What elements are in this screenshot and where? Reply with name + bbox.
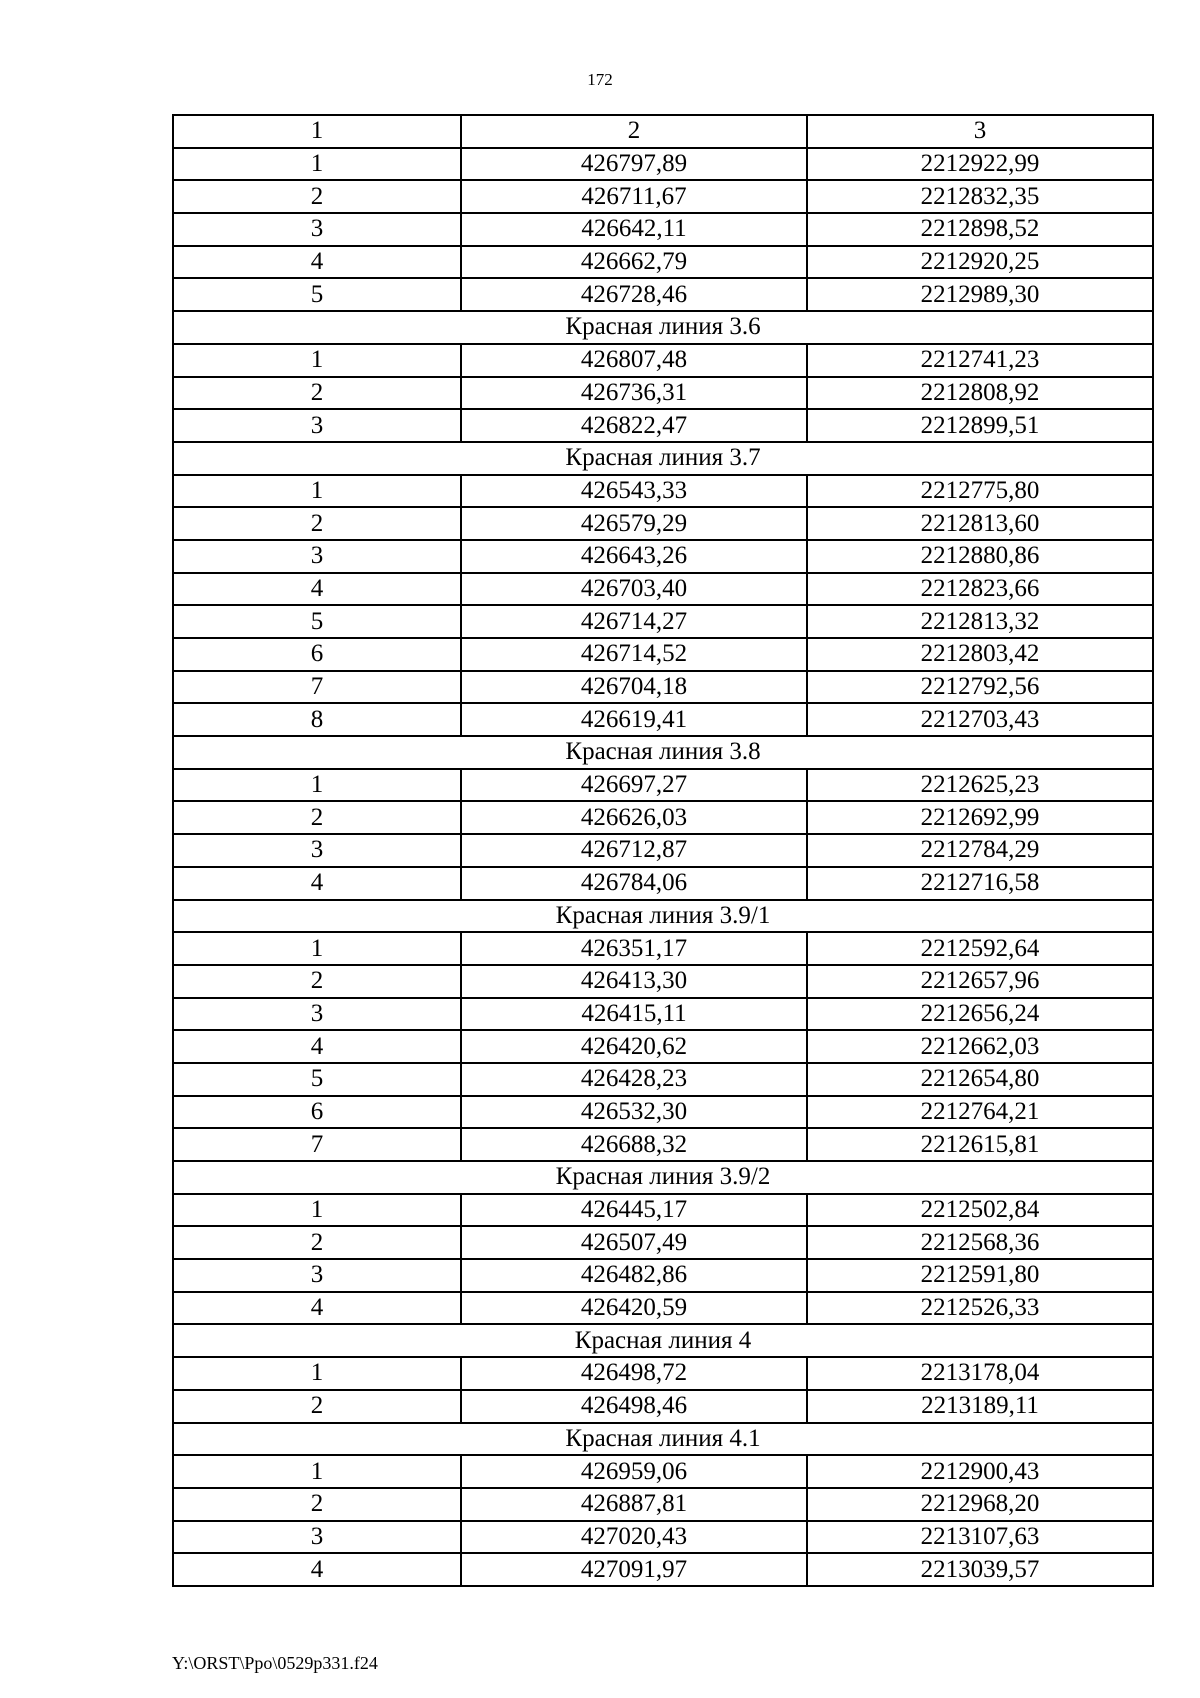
point-number-cell: 2 xyxy=(173,1488,461,1521)
coord-y-cell: 2212502,84 xyxy=(807,1194,1153,1227)
coord-x-cell: 426413,30 xyxy=(461,965,807,998)
table-row xyxy=(173,246,1153,279)
table-row xyxy=(173,1128,1153,1161)
coord-x-cell: 426579,29 xyxy=(461,507,807,540)
coord-x-cell: 426498,72 xyxy=(461,1357,807,1390)
point-number-cell: 2 xyxy=(173,377,461,410)
point-number-cell: 4 xyxy=(173,1292,461,1325)
coord-y-cell: 2212615,81 xyxy=(807,1128,1153,1161)
table-row xyxy=(173,1096,1153,1129)
table-row xyxy=(173,344,1153,377)
table-row xyxy=(173,540,1153,573)
point-number-cell: 8 xyxy=(173,703,461,736)
coord-y-cell: 2212813,32 xyxy=(807,605,1153,638)
section-title: Красная линия 3.8 xyxy=(173,736,1153,769)
table-row xyxy=(173,180,1153,213)
point-number-cell: 3 xyxy=(173,540,461,573)
section-header-row xyxy=(173,1161,1153,1194)
header-cell-y: 3 xyxy=(807,115,1153,148)
point-number-cell: 1 xyxy=(173,1455,461,1488)
section-title: Красная линия 4 xyxy=(173,1324,1153,1357)
coord-y-cell: 2212656,24 xyxy=(807,998,1153,1031)
point-number-cell: 5 xyxy=(173,1063,461,1096)
table-row xyxy=(173,1488,1153,1521)
table-row xyxy=(173,965,1153,998)
point-number-cell: 5 xyxy=(173,278,461,311)
table-row xyxy=(173,638,1153,671)
coord-y-cell: 2212968,20 xyxy=(807,1488,1153,1521)
coord-x-cell: 426959,06 xyxy=(461,1455,807,1488)
table-row xyxy=(173,409,1153,442)
coord-y-cell: 2212591,80 xyxy=(807,1259,1153,1292)
coord-y-cell: 2212654,80 xyxy=(807,1063,1153,1096)
section-title: Красная линия 3.6 xyxy=(173,311,1153,344)
table-row xyxy=(173,605,1153,638)
coord-x-cell: 426543,33 xyxy=(461,475,807,508)
coord-y-cell: 2212703,43 xyxy=(807,703,1153,736)
header-cell-x: 2 xyxy=(461,115,807,148)
table-row xyxy=(173,1259,1153,1292)
section-header-row xyxy=(173,442,1153,475)
section-header-row xyxy=(173,736,1153,769)
table-row xyxy=(173,769,1153,802)
coord-y-cell: 2212922,99 xyxy=(807,148,1153,181)
table-row xyxy=(173,671,1153,704)
point-number-cell: 1 xyxy=(173,1194,461,1227)
coord-x-cell: 426420,59 xyxy=(461,1292,807,1325)
coord-x-cell: 426728,46 xyxy=(461,278,807,311)
table-row xyxy=(173,1357,1153,1390)
point-number-cell: 2 xyxy=(173,1226,461,1259)
point-number-cell: 1 xyxy=(173,932,461,965)
coord-y-cell: 2212526,33 xyxy=(807,1292,1153,1325)
table-row xyxy=(173,1521,1153,1554)
coord-x-cell: 427020,43 xyxy=(461,1521,807,1554)
coord-y-cell: 2212880,86 xyxy=(807,540,1153,573)
point-number-cell: 3 xyxy=(173,1259,461,1292)
section-header-row xyxy=(173,900,1153,933)
coord-x-cell: 426704,18 xyxy=(461,671,807,704)
coord-y-cell: 2212625,23 xyxy=(807,769,1153,802)
table-row xyxy=(173,213,1153,246)
table-row xyxy=(173,1194,1153,1227)
point-number-cell: 1 xyxy=(173,769,461,802)
coord-y-cell: 2212741,23 xyxy=(807,344,1153,377)
header-cell-point: 1 xyxy=(173,115,461,148)
table-row xyxy=(173,1226,1153,1259)
coord-y-cell: 2212898,52 xyxy=(807,213,1153,246)
table-row xyxy=(173,377,1153,410)
table-row xyxy=(173,703,1153,736)
table-row xyxy=(173,475,1153,508)
point-number-cell: 4 xyxy=(173,1030,461,1063)
point-number-cell: 2 xyxy=(173,801,461,834)
coord-y-cell: 2212813,60 xyxy=(807,507,1153,540)
point-number-cell: 4 xyxy=(173,246,461,279)
coord-x-cell: 426626,03 xyxy=(461,801,807,834)
point-number-cell: 4 xyxy=(173,573,461,606)
point-number-cell: 4 xyxy=(173,867,461,900)
point-number-cell: 3 xyxy=(173,1521,461,1554)
coord-x-cell: 426887,81 xyxy=(461,1488,807,1521)
coord-x-cell: 426697,27 xyxy=(461,769,807,802)
coord-y-cell: 2212792,56 xyxy=(807,671,1153,704)
table-row xyxy=(173,834,1153,867)
point-number-cell: 1 xyxy=(173,148,461,181)
coord-y-cell: 2212823,66 xyxy=(807,573,1153,606)
table-row xyxy=(173,278,1153,311)
table-row xyxy=(173,932,1153,965)
coord-x-cell: 426532,30 xyxy=(461,1096,807,1129)
page-number: 172 xyxy=(587,70,613,89)
coord-x-cell: 426688,32 xyxy=(461,1128,807,1161)
point-number-cell: 3 xyxy=(173,409,461,442)
coord-x-cell: 426643,26 xyxy=(461,540,807,573)
coord-x-cell: 426784,06 xyxy=(461,867,807,900)
coord-y-cell: 2212920,25 xyxy=(807,246,1153,279)
coord-y-cell: 2212716,58 xyxy=(807,867,1153,900)
point-number-cell: 2 xyxy=(173,180,461,213)
coord-y-cell: 2212803,42 xyxy=(807,638,1153,671)
point-number-cell: 6 xyxy=(173,1096,461,1129)
coord-x-cell: 426714,52 xyxy=(461,638,807,671)
coord-y-cell: 2212989,30 xyxy=(807,278,1153,311)
coord-y-cell: 2213189,11 xyxy=(807,1390,1153,1423)
table-row xyxy=(173,1390,1153,1423)
table-row xyxy=(173,1292,1153,1325)
section-title: Красная линия 3.9/2 xyxy=(173,1161,1153,1194)
table-row xyxy=(173,148,1153,181)
section-header-row xyxy=(173,1324,1153,1357)
coord-x-cell: 426714,27 xyxy=(461,605,807,638)
table-row xyxy=(173,1553,1153,1586)
section-header-row xyxy=(173,311,1153,344)
table-row xyxy=(173,998,1153,1031)
table-row xyxy=(173,1455,1153,1488)
coord-x-cell: 426420,62 xyxy=(461,1030,807,1063)
coord-x-cell: 426822,47 xyxy=(461,409,807,442)
coord-y-cell: 2213107,63 xyxy=(807,1521,1153,1554)
point-number-cell: 1 xyxy=(173,344,461,377)
coord-x-cell: 426619,41 xyxy=(461,703,807,736)
coord-y-cell: 2212764,21 xyxy=(807,1096,1153,1129)
coordinates-table xyxy=(172,114,1154,1587)
point-number-cell: 2 xyxy=(173,1390,461,1423)
coord-x-cell: 426428,23 xyxy=(461,1063,807,1096)
coord-x-cell: 426662,79 xyxy=(461,246,807,279)
point-number-cell: 7 xyxy=(173,671,461,704)
table-header-row xyxy=(173,115,1153,148)
point-number-cell: 1 xyxy=(173,1357,461,1390)
point-number-cell: 3 xyxy=(173,834,461,867)
section-header-row xyxy=(173,1423,1153,1456)
coord-y-cell: 2212900,43 xyxy=(807,1455,1153,1488)
section-title: Красная линия 3.7 xyxy=(173,442,1153,475)
coord-y-cell: 2212662,03 xyxy=(807,1030,1153,1063)
coord-x-cell: 426797,89 xyxy=(461,148,807,181)
footer-file-path: Y:\ORST\Ppo\0529p331.f24 xyxy=(172,1653,378,1673)
coord-x-cell: 426711,67 xyxy=(461,180,807,213)
coord-x-cell: 426807,48 xyxy=(461,344,807,377)
point-number-cell: 5 xyxy=(173,605,461,638)
coord-y-cell: 2212592,64 xyxy=(807,932,1153,965)
coord-y-cell: 2212568,36 xyxy=(807,1226,1153,1259)
table-row xyxy=(173,1063,1153,1096)
coord-y-cell: 2213039,57 xyxy=(807,1553,1153,1586)
coord-x-cell: 426415,11 xyxy=(461,998,807,1031)
section-title: Красная линия 3.9/1 xyxy=(173,900,1153,933)
coord-y-cell: 2212899,51 xyxy=(807,409,1153,442)
table-row xyxy=(173,507,1153,540)
coord-x-cell: 426712,87 xyxy=(461,834,807,867)
point-number-cell: 6 xyxy=(173,638,461,671)
point-number-cell: 1 xyxy=(173,475,461,508)
coord-y-cell: 2212657,96 xyxy=(807,965,1153,998)
point-number-cell: 3 xyxy=(173,213,461,246)
point-number-cell: 2 xyxy=(173,965,461,998)
table-row xyxy=(173,801,1153,834)
table-row xyxy=(173,573,1153,606)
point-number-cell: 3 xyxy=(173,998,461,1031)
point-number-cell: 2 xyxy=(173,507,461,540)
coord-y-cell: 2212692,99 xyxy=(807,801,1153,834)
coord-x-cell: 426445,17 xyxy=(461,1194,807,1227)
coord-x-cell: 426703,40 xyxy=(461,573,807,606)
table-row xyxy=(173,867,1153,900)
coord-y-cell: 2212808,92 xyxy=(807,377,1153,410)
coord-y-cell: 2212832,35 xyxy=(807,180,1153,213)
coord-x-cell: 426642,11 xyxy=(461,213,807,246)
point-number-cell: 4 xyxy=(173,1553,461,1586)
coord-y-cell: 2212784,29 xyxy=(807,834,1153,867)
coord-x-cell: 426482,86 xyxy=(461,1259,807,1292)
coord-x-cell: 426498,46 xyxy=(461,1390,807,1423)
table-row xyxy=(173,1030,1153,1063)
section-title: Красная линия 4.1 xyxy=(173,1423,1153,1456)
coordinates-table-body xyxy=(173,115,1153,1586)
coord-x-cell: 427091,97 xyxy=(461,1553,807,1586)
coord-y-cell: 2212775,80 xyxy=(807,475,1153,508)
coord-x-cell: 426736,31 xyxy=(461,377,807,410)
coord-x-cell: 426351,17 xyxy=(461,932,807,965)
coord-x-cell: 426507,49 xyxy=(461,1226,807,1259)
point-number-cell: 7 xyxy=(173,1128,461,1161)
coord-y-cell: 2213178,04 xyxy=(807,1357,1153,1390)
